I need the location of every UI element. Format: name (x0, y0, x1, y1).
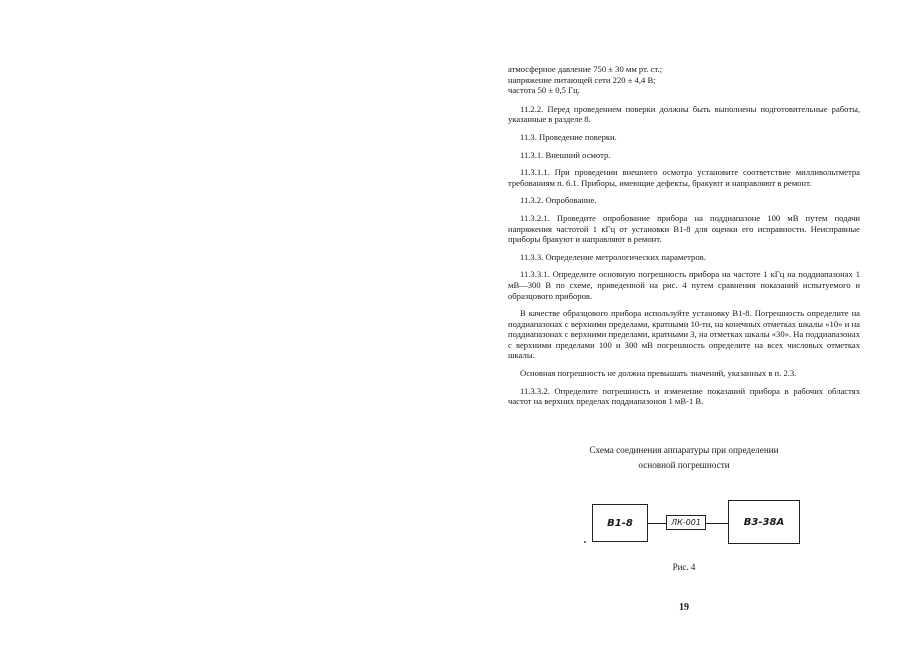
paragraph-11-3-2-1: 11.3.2.1. Проведите опробование прибора на поддиапазоне 100 мВ путем подачи напряжения частотой 1 кГц от установки В1-8 для оценки его исправности. Неисправные приборы бракуют и направляют в ремонт. (508, 212, 860, 245)
heading-11-3-3: 11.3.3. Определение метрологических параметров. (520, 251, 706, 262)
diagram-connector-lk-001: ЛК-001 (666, 515, 706, 530)
paragraph-11-3-3-2: 11.3.3.2. Определите погрешность и изменение показаний прибора в рабочих областях частот на верхних пределах поддиапазонов 1 мВ-1 В. (508, 385, 860, 407)
condition-line: атмосферное давление 750 ± 30 мм рт. ст.; (508, 64, 662, 74)
diagram-caption-line1: Схема соединения аппаратуры при определении (589, 445, 779, 455)
paragraph-11-3-1-1: 11.3.1.1. При проведении внешнего осмотра установите соответствие милливольтметра требованиям п. 6.1. Приборы, имеющие дефекты, бракуют и направляют в ремонт. (508, 167, 860, 188)
condition-line: частота 50 ± 0,5 Гц. (508, 85, 580, 96)
heading-11-3: 11.3. Проведение поверки. (520, 131, 617, 142)
page-number: 19 (679, 602, 689, 613)
speck-mark (584, 541, 586, 543)
diagram-wire-left (648, 523, 666, 524)
figure-label: Рис. 4 (672, 562, 696, 572)
heading-11-3-2: 11.3.2. Опробование. (520, 195, 597, 206)
paragraph-basic-error: Основная погрешность не должна превышать значений, указанных в п. 2.3. (520, 368, 797, 379)
paragraph-11-3-3-1: 11.3.3.1. Определите основную погрешность прибора на частоте 1 кГц на поддиапазонах 1 мВ—300 В по схеме, приведенной на рис. 4 путем сравнения показаний испытуемого и образцового приборов. (508, 269, 860, 301)
heading-11-3-1: 11.3.1. Внешний осмотр. (520, 149, 611, 160)
paragraph-11-2-2: 11.2.2. Перед проведением поверки должны быть выполнены подготовительные работы, указанные в разделе 8. (508, 103, 860, 125)
diagram-wire-right (706, 523, 728, 524)
body-text (508, 64, 860, 414)
condition-line: напряжение питающей сети 220 ± 4,4 В; (508, 74, 656, 85)
diagram-box-v1-8: В1-8 (592, 504, 648, 542)
diagram-caption-line2: основной погрешности (638, 460, 730, 470)
diagram-box-v3-38a: В3-38А (728, 500, 800, 544)
connection-diagram (592, 500, 802, 546)
paragraph-reference-device: В качестве образцового прибора используйте установку В1-8. Погрешность определите на поддиапазонах с верхними пределами, кратными 10-ти, на конечных отметках шкалы «10» и на поддиапазонах с верхними пределами, кратными 3, на отметках шкалы «30». На поддиапазонах с верхними пределами 100 и 300 мВ погрешность определите на всех числовых отметках шкалы. (508, 308, 860, 361)
